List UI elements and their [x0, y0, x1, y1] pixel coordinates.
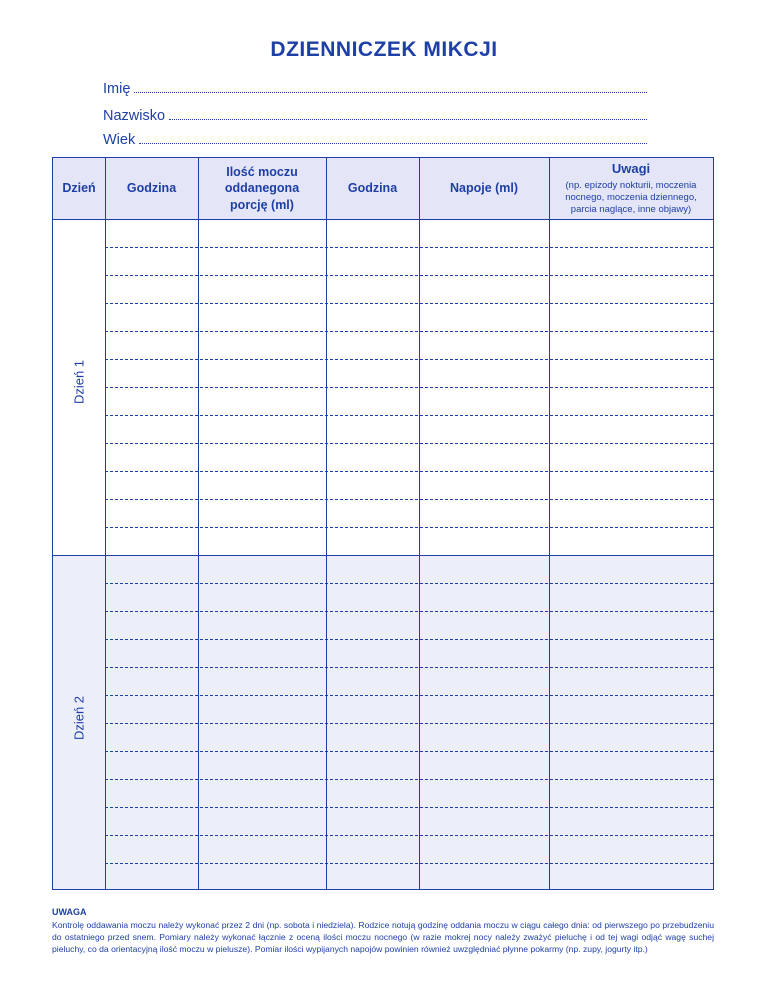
row-line	[105, 387, 713, 388]
header-drinks: Napoje (ml)	[449, 181, 519, 196]
day1-label: Dzień 1	[71, 359, 87, 405]
first-name-line	[134, 92, 647, 93]
last-name-field[interactable]	[103, 104, 647, 124]
note-title: UWAGA	[52, 907, 87, 917]
row-line	[105, 303, 713, 304]
header-time-2: Godzina	[347, 181, 398, 196]
row-line	[105, 695, 713, 696]
row-line	[105, 751, 713, 752]
row-line	[105, 807, 713, 808]
age-line	[139, 143, 647, 144]
first-name-label: Imię	[103, 81, 131, 97]
age-label: Wiek	[103, 132, 136, 148]
day2-background	[53, 555, 713, 889]
row-line	[105, 863, 713, 864]
header-time-1: Godzina	[126, 181, 177, 196]
header-urine-volume: Ilość moczu oddanegona porcję (ml)	[224, 165, 300, 212]
day-separator	[53, 555, 713, 556]
header-day: Dzień	[62, 181, 96, 196]
row-line	[105, 667, 713, 668]
row-line	[105, 835, 713, 836]
row-line	[105, 331, 713, 332]
table-header	[53, 158, 713, 220]
page-title: DZIENNICZEK MIKCJI	[270, 38, 498, 61]
row-line	[105, 639, 713, 640]
row-line	[105, 359, 713, 360]
last-name-line	[169, 119, 647, 120]
row-line	[105, 247, 713, 248]
row-line	[105, 527, 713, 528]
row-line	[105, 415, 713, 416]
note-section	[52, 906, 714, 955]
row-line	[105, 275, 713, 276]
day2-label: Dzień 2	[71, 695, 87, 741]
row-line	[105, 471, 713, 472]
last-name-label: Nazwisko	[103, 108, 166, 124]
row-line	[105, 723, 713, 724]
header-notes-subtitle: (np. epizody nokturii, moczenia nocnego, moczenia dziennego, parcia naglące, inne objawy)	[565, 180, 697, 215]
row-line	[105, 499, 713, 500]
row-line	[105, 583, 713, 584]
header-notes: Uwagi (np. epizody nokturii, moczenia nocnego, moczenia dziennego, parcia naglące, inne objawy)	[549, 158, 713, 219]
voiding-diary-table	[52, 157, 714, 890]
row-line	[105, 779, 713, 780]
row-line	[105, 443, 713, 444]
first-name-field[interactable]	[103, 77, 647, 97]
age-field[interactable]	[103, 128, 647, 148]
note-text: Kontrolę oddawania moczu należy wykonać przez 2 dni (np. sobota i niedziela). Rodzice notują godzinę oddania moczu w ciągu całego dnia: od pierwszego po przebudzeniu do ostatniego przed snem. Pomiary należy wykonać łącznie z oceną ilości moczu nocnego (w razie mokrej nocy należy zważyć pieluchę i od tej wagi odjąć wagę suchej pieluchy, co da orientacyjną ilość moczu w pielusze). Pomiar ilości wypijanych napojów powinien również uwzględniać płynne pokarmy (np. zupy, jogurty itp.)	[52, 919, 714, 954]
row-line	[105, 611, 713, 612]
